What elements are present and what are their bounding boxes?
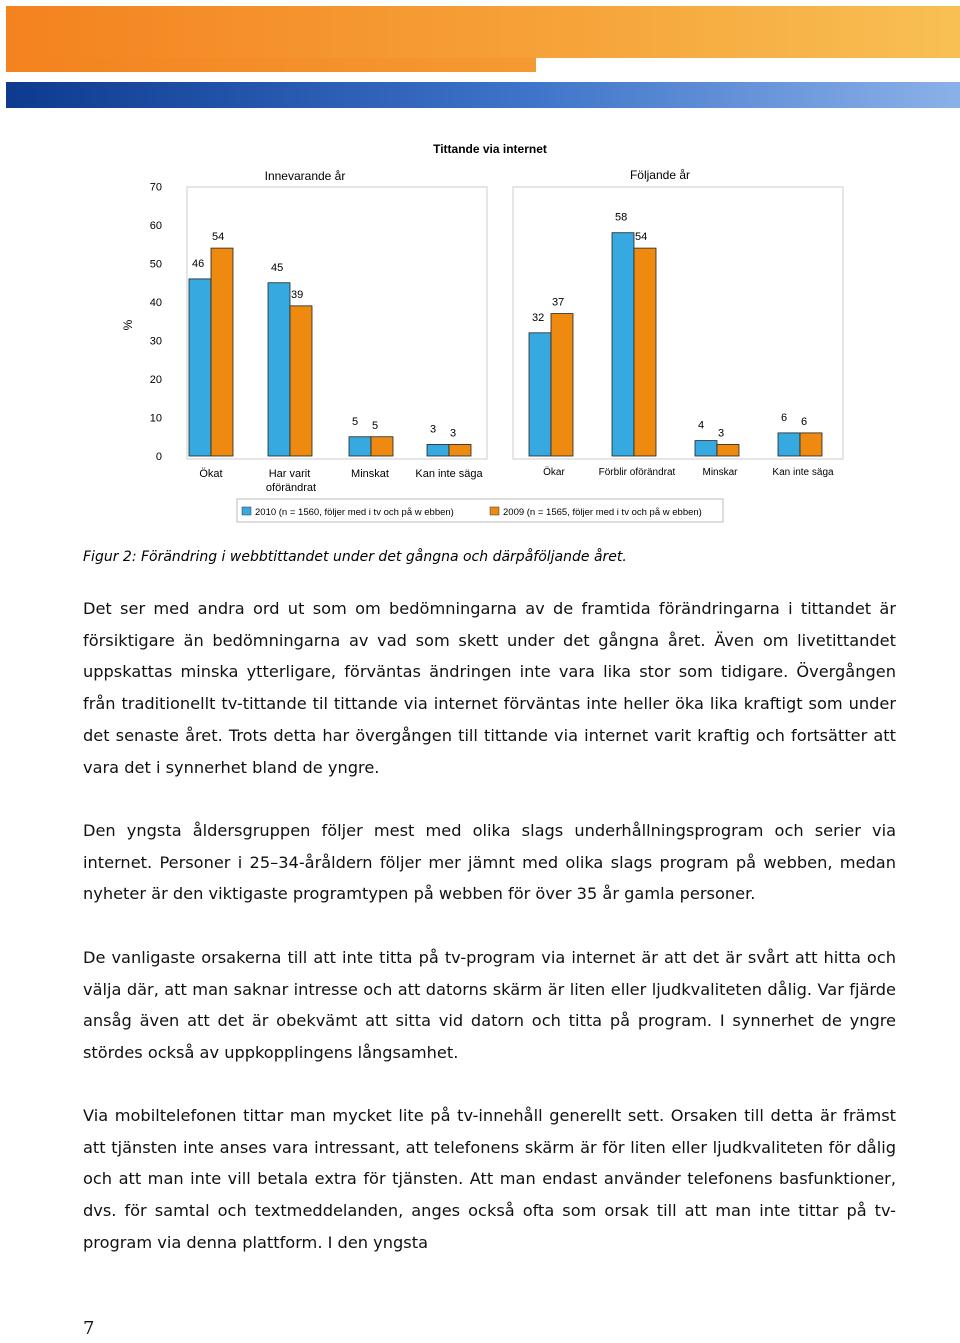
legend-label-2010: 2010 (n = 1560, följer med i tv och på w ebben)	[255, 507, 454, 518]
legend	[237, 499, 723, 522]
bar-2010	[189, 279, 211, 456]
data-label: 32	[532, 311, 545, 324]
header-band-orange-tab	[6, 58, 536, 72]
bar-2010	[268, 283, 290, 456]
y-tick-label: 50	[149, 258, 162, 271]
y-axis-label: %	[121, 319, 135, 331]
header-band-orange	[6, 6, 960, 58]
data-label: 3	[718, 427, 725, 440]
y-tick-label: 0	[155, 451, 162, 463]
header-band-blue	[6, 82, 960, 108]
y-tick-label: 30	[149, 335, 162, 348]
bar-2010	[427, 444, 449, 456]
chart-title: Tittande via internet	[433, 142, 547, 156]
y-tick-label: 60	[149, 220, 162, 232]
data-label: 6	[781, 411, 788, 424]
data-label: 54	[212, 231, 225, 244]
x-label-okar: Ökar	[543, 467, 565, 478]
x-label-forblir-oforandrat: Förblir oförändrat	[598, 467, 676, 478]
page-number: 7	[83, 1318, 95, 1339]
x-label-minskar: Minskar	[702, 467, 738, 478]
bar-2009	[371, 437, 393, 456]
legend-label-2009: 2009 (n = 1565, följer med i tv och på w ebben)	[503, 507, 702, 518]
bar-2009	[290, 306, 312, 456]
data-label: 54	[635, 231, 648, 244]
bar-2009	[449, 444, 471, 456]
x-label-har-varit-line1: Har varit	[268, 468, 311, 480]
data-label: 5	[352, 415, 359, 428]
figure-caption: Figur 2: Förändring i webbtittandet under det gångna och därpåföljande året.	[83, 549, 627, 565]
paragraph-3: De vanligaste orsakerna till att inte titta på tv-program via internet är att det är svårt att hitta och välja där, att man saknar intresse och att datorns skärm är liten eller ljudkvaliteten dålig. Var fjärde ansåg även att det är obekvämt att sitta vid datorn och titta på program. I synnerhet de yngre stördes också av uppkopplingens långsamhet.	[83, 948, 896, 1063]
bar-2010	[529, 333, 551, 456]
bar-2010	[349, 437, 371, 456]
panel-title-right: Följande år	[629, 168, 691, 182]
data-label: 3	[450, 427, 457, 440]
legend-swatch-2010	[242, 507, 251, 515]
bar-2010	[778, 433, 800, 456]
data-label: 46	[192, 257, 205, 270]
paragraph-1: Det ser med andra ord ut som om bedömningarna av de framtida förändringarna i tittandet är försiktigare än bedömningarna av vad som skett under det gångna året. Även om livetittandet uppskattas minska ytterligare, förväntas ändringen inte vara lika stor som tidigare. Övergången från traditionellt tv-tittande til tittande via internet förväntas inte heller öka lika kraftigt som under det senaste året. Trots detta har övergången till tittande via internet varit kraftig och fortsätter att vara det i synnerhet bland de yngre.	[83, 599, 896, 777]
legend-swatch-2009	[490, 507, 499, 515]
y-tick-label: 70	[149, 181, 162, 194]
x-label-har-varit-line2: oförändrat	[265, 482, 317, 494]
bar-2009	[717, 444, 739, 456]
bar-2009	[551, 314, 573, 456]
data-label: 6	[801, 415, 808, 428]
panel-title-left: Innevarande år	[264, 169, 346, 183]
x-label-kan-inte-saga-left: Kan inte säga	[415, 468, 483, 480]
data-label: 58	[615, 211, 628, 224]
data-label: 45	[271, 261, 284, 274]
paragraph-2: Den yngsta åldersgruppen följer mest med olika slags underhållningsprogram och serier via internet. Personer i 25–34-åråldern följer mer jämnt med olika slags program på webben, medan nyheter är den viktigaste programtypen på webben för över 35 år gamla personer.	[83, 821, 896, 904]
bar-2009	[800, 433, 822, 456]
x-label-kan-inte-saga-right: Kan inte säga	[772, 467, 834, 478]
bar-2009	[211, 248, 233, 456]
bar-2009	[634, 248, 656, 456]
data-label: 39	[291, 288, 304, 301]
y-tick-label: 40	[149, 297, 162, 309]
paragraph-4: Via mobiltelefonen tittar man mycket lite på tv-innehåll generellt sett. Orsaken till detta är främst att tjänsten inte anses vara intressant, att telefonens skärm är för liten eller ljudkvaliteten för dålig och att man inte vill betala extra för tjänsten. Att man endast använder telefonens basfunktioner, dvs. för samtal och textmeddelanden, anges också ofta som orsak till att man inte tittar på tv-program via denna plattform. I den yngsta	[83, 1106, 896, 1252]
data-label: 5	[372, 419, 379, 432]
y-tick-label: 10	[149, 412, 162, 425]
data-label: 4	[698, 419, 705, 432]
data-label: 3	[430, 423, 437, 436]
bar-chart	[0, 130, 960, 530]
x-label-okat: Ökat	[199, 468, 223, 480]
y-tick-label: 20	[149, 374, 162, 386]
x-label-har-varit-oforandrat	[266, 468, 316, 494]
data-label: 37	[552, 296, 565, 309]
bar-2010	[695, 441, 717, 456]
bar-2010	[612, 233, 634, 456]
x-label-minskat: Minskat	[351, 468, 389, 480]
